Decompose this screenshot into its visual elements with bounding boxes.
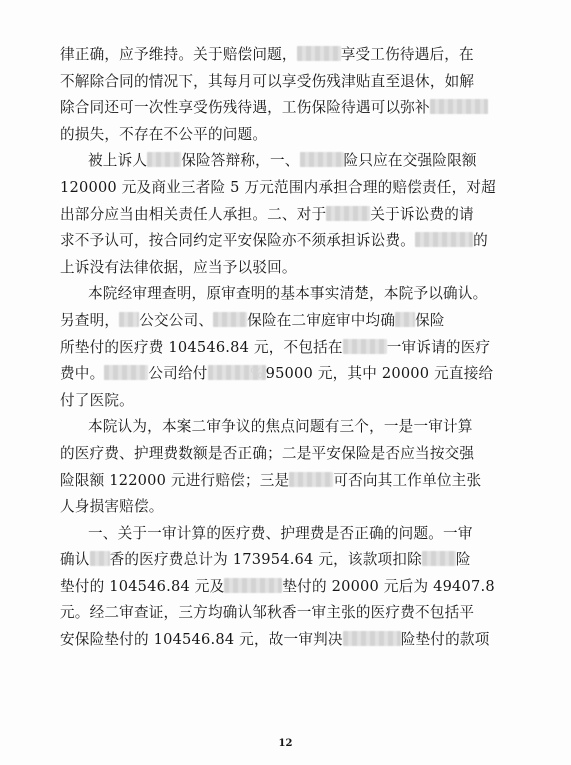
redacted-text [104,365,148,380]
text-segment: 可否向其工作单位主张 [333,471,482,489]
text-segment: 95000 元，其中 20000 元直接给 [265,365,494,383]
text-segment: 120000 元及商业三者险 5 万元范围内承担合理的赔偿责任，对超 [60,178,496,196]
text-segment: 不解除合同的情况下，其每月可以享受伤残津贴直至退休，如解 [60,72,475,90]
redacted-text [395,312,415,327]
redacted-text [119,312,139,327]
text-segment: 保险在二审庭审中均确 [247,311,396,329]
text-line [60,335,532,362]
text-segment: 求不予认可，按合同约定平安保险亦不须承担诉讼费。 [60,232,416,250]
text-segment: 一、关于一审计算的医疗费、护理费是否正确的问题。一审 [88,524,473,542]
page-number: 12 [278,738,293,749]
text-segment: 险 [455,551,471,569]
text-segment: 被上诉人 [88,152,148,170]
text-segment: 保险 [415,311,445,329]
text-segment: 的医疗费、护理费数额是否正确；二是平安保险是否应当按交强 [60,444,475,462]
text-line [60,281,532,308]
text-segment: 的 [473,232,488,250]
text-line [60,468,532,495]
document-body [60,42,532,654]
text-line [60,202,532,229]
text-line [60,600,532,627]
text-line [60,175,532,202]
text-segment: 付了医院。 [60,391,134,409]
text-segment: 险垫付的款项 [400,631,490,649]
redacted-text [343,631,401,646]
text-segment: 公司给付 [148,365,208,383]
text-segment: 公交公司、 [139,311,214,329]
text-segment: 本院经审理查明，原审查明的基本事实清楚，本院予以确认。 [88,285,488,303]
text-line [60,122,532,149]
text-segment: 垫付的 104546.84 元及 [60,577,225,595]
text-segment: 人身损害赔偿。 [60,498,164,516]
text-segment: 保险答辩称，一、 [181,152,300,170]
text-segment: 另查明， [60,311,120,329]
redacted-text [422,551,456,566]
text-line [60,95,532,122]
redacted-text [147,152,181,167]
text-line [60,361,532,388]
redacted-text [289,472,333,487]
text-line [60,574,532,601]
text-segment: 确认 [60,551,90,569]
redacted-text [213,312,247,327]
text-segment: 一审诉请的医疗 [386,338,491,356]
text-line [60,388,532,415]
redacted-text [415,232,473,247]
text-segment: 关于诉讼费的请 [370,205,474,223]
text-segment: 本院认为，本案二审争议的焦点问题有三个，一是一审计算 [88,418,473,436]
redacted-text [300,152,344,167]
text-segment: 律正确，应予维持。关于赔偿问题， [60,46,297,63]
text-segment: 垫付的 20000 元后为 49407.8 [282,577,495,595]
text-line [60,521,532,548]
text-line [60,547,532,574]
text-segment: 所垫付的医疗费 104546.84 元，不包括在 [60,338,343,356]
redacted-text [326,206,370,221]
text-segment: 出部分应当由相关责任人承担。二、对于 [60,205,327,223]
text-segment: 费中。 [60,365,105,383]
text-segment: 除合同还可一次性享受伤残待遇，工伤保险待遇可以弥补 [60,99,430,117]
text-segment: 险只应在交强险限额 [343,152,477,170]
text-line [60,441,532,468]
text-segment: 香的医疗费总计为 173954.64 元，该款项扣除 [109,551,422,569]
text-line [60,627,532,654]
text-line [60,308,532,335]
text-segment: 安保险垫付的 104546.84 元，故一审判决 [60,631,343,649]
redacted-text [343,339,387,354]
text-line [60,228,532,255]
text-line [60,494,532,521]
redacted-text [224,578,282,593]
text-line [60,414,532,441]
text-segment: 的损失，不存在不公平的问题。 [60,125,268,143]
text-segment: 元。经二审查证，三方均确认邹秋香一审主张的医疗费不包括平 [60,604,475,622]
text-segment: 上诉没有法律依据，应当予以驳回。 [60,258,297,276]
text-line [60,148,532,175]
text-segment: 险限额 122000 元进行赔偿；三是 [60,471,290,489]
redacted-text [90,551,110,566]
text-line [60,69,532,96]
watermark: % [250,366,264,382]
text-line [60,255,532,282]
redacted-text [430,99,488,114]
redacted-text [297,46,341,61]
text-line [60,42,532,69]
text-segment: 享受工伤待遇后，在 [340,46,474,63]
